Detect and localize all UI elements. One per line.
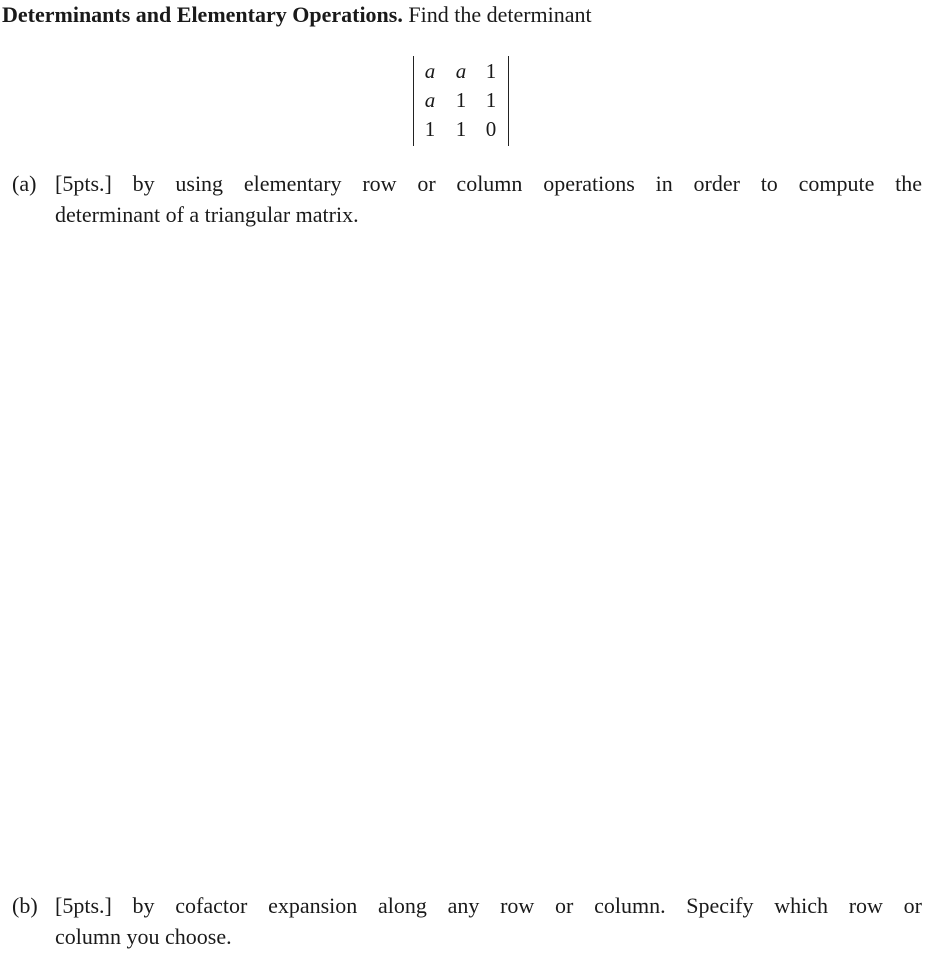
matrix-cell-r3c2: 1 [455, 117, 467, 141]
part-b [12, 890, 922, 952]
part-b-text [55, 890, 922, 952]
matrix-cell-r2c2: 1 [455, 88, 467, 112]
matrix-cell-r1c2: a [455, 59, 467, 83]
determinant-matrix [413, 56, 509, 146]
part-a-text [55, 168, 922, 230]
part-a-line-1: [5pts.] by using elementary row or column operations in order to compute the [55, 171, 922, 196]
matrix-cell-r2c3: 1 [485, 88, 497, 112]
part-b-line-2: column you choose. [55, 924, 232, 949]
problem-title: Determinants and Elementary Operations. [2, 2, 403, 27]
matrix-cell-r3c3: 0 [485, 117, 497, 141]
part-a-label: (a) [12, 171, 37, 196]
part-a [12, 168, 922, 230]
part-b-line-1: [5pts.] by cofactor expansion along any row or column. Specify which row or [55, 893, 922, 918]
problem-heading [2, 0, 592, 30]
matrix-cell-r2c1: a [424, 88, 436, 112]
matrix-cell-r1c3: 1 [485, 59, 497, 83]
part-a-line-2: determinant of a triangular matrix. [55, 202, 359, 227]
problem-instruction: Find the determinant [402, 2, 592, 27]
matrix-cell-r1c1: a [424, 59, 436, 83]
matrix-cell-r3c1: 1 [424, 117, 436, 141]
part-b-label: (b) [12, 893, 38, 918]
